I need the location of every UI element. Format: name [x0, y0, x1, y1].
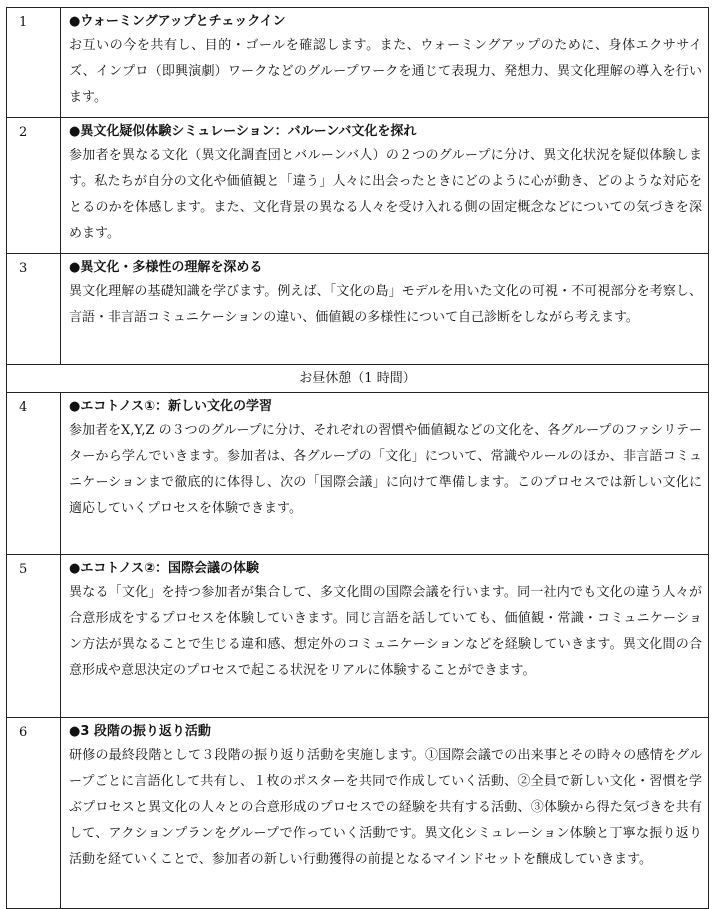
row-body: 異なる「文化」を持つ参加者が集合して、多文化間の国際会議を行います。同一社内でも文化の違う人々が合意形成をするプロセスを体験していきます。同じ言語を話していても、価値観・常識・コミュニケーション方法が異なることで生じる違和感、想定外のコミュニケーションなどを経験していきます。異文化間の合意形成や意思決定のプロセスで起こる状況をリアルに体験することができます。 — [69, 585, 702, 678]
row-number: 1 — [7, 8, 61, 118]
row-content — [61, 393, 709, 555]
row-body: 研修の最終段階として３段階の振り返り活動を実施します。①国際会議での出来事とその時々の感情をグループごとに言語化して共有し、１枚のポスターを共同で作成していく活動、②全員で新しい文化・習慣を学ぶプロセスと異文化の人々との合意形成のプロセスでの経験を共有する活動、③体験から得た気づきを共有して、アクションプランをグループで作っていく活動です。異文化シミュレーション体験と丁寧な振り返り活動を経ていくことで、参加者の新しい行動獲得の前提となるマインドセットを醸成していきます。 — [69, 748, 702, 867]
row-title: ●エコトノス①：新しい文化の学習 — [69, 399, 273, 414]
row-content — [61, 718, 709, 909]
row-title: ●エコトノス②：国際会議の体験 — [69, 561, 260, 576]
row-body: お互いの今を共有し、目的・ゴールを確認します。また、ウォーミングアップのために、身体エクササイズ、インプロ（即興演劇）ワークなどのグループワークを通じて表現力、発想力、異文化理解の導入を行います。 — [69, 38, 702, 105]
program-table — [6, 7, 709, 909]
program-row-6 — [7, 718, 709, 909]
row-body: 異文化理解の基礎知識を学びます。例えば、「文化の島」モデルを用いた文化の可視・不可視部分を考察し、言語・非言語コミュニケーションの違い、価値観の多様性について自己診断をしながら考えます。 — [69, 284, 702, 325]
row-content — [61, 555, 709, 718]
program-row-2 — [7, 118, 709, 254]
row-title: ●異文化疑似体験シミュレーション：バルーンバ文化を探れ — [69, 124, 417, 139]
row-number: 2 — [7, 118, 61, 254]
row-number: 3 — [7, 254, 61, 365]
program-row-4 — [7, 393, 709, 555]
row-number: 6 — [7, 718, 61, 909]
row-number: 4 — [7, 393, 61, 555]
lunch-break-row — [7, 365, 709, 393]
row-title: ●3 段階の振り返り活動 — [69, 724, 211, 739]
program-row-3 — [7, 254, 709, 365]
row-content — [61, 254, 709, 365]
row-body: 参加者をX,Y,Z の３つのグループに分け、それぞれの習慣や価値観などの文化を、各グループのファシリテーターから学んでいきます。参加者は、各グループの「文化」について、常識やルールのほか、非言語コミュニケーションまで徹底的に体得し、次の「国際会議」に向けて準備します。このプロセスでは新しい文化に適応していくプロセスを体験できます。 — [69, 423, 702, 516]
row-body: 参加者を異なる文化（異文化調査団とバルーンバ人）の２つのグループに分け、異文化状況を疑似体験します。私たちが自分の文化や価値観と「違う」人々に出会ったときにどのように心が動き、どのような対応をとるのかを体感します。また、文化背景の異なる人々を受け入れる側の固定概念などについての気づきを深めます。 — [69, 148, 702, 241]
program-row-5 — [7, 555, 709, 718]
row-content — [61, 8, 709, 118]
row-title: ●ウォーミングアップとチェックイン — [69, 14, 286, 29]
row-number: 5 — [7, 555, 61, 718]
row-title: ●異文化・多様性の理解を深める — [69, 260, 263, 275]
lunch-break: お昼休憩（1 時間） — [7, 365, 709, 393]
program-row-1 — [7, 8, 709, 118]
row-content — [61, 118, 709, 254]
